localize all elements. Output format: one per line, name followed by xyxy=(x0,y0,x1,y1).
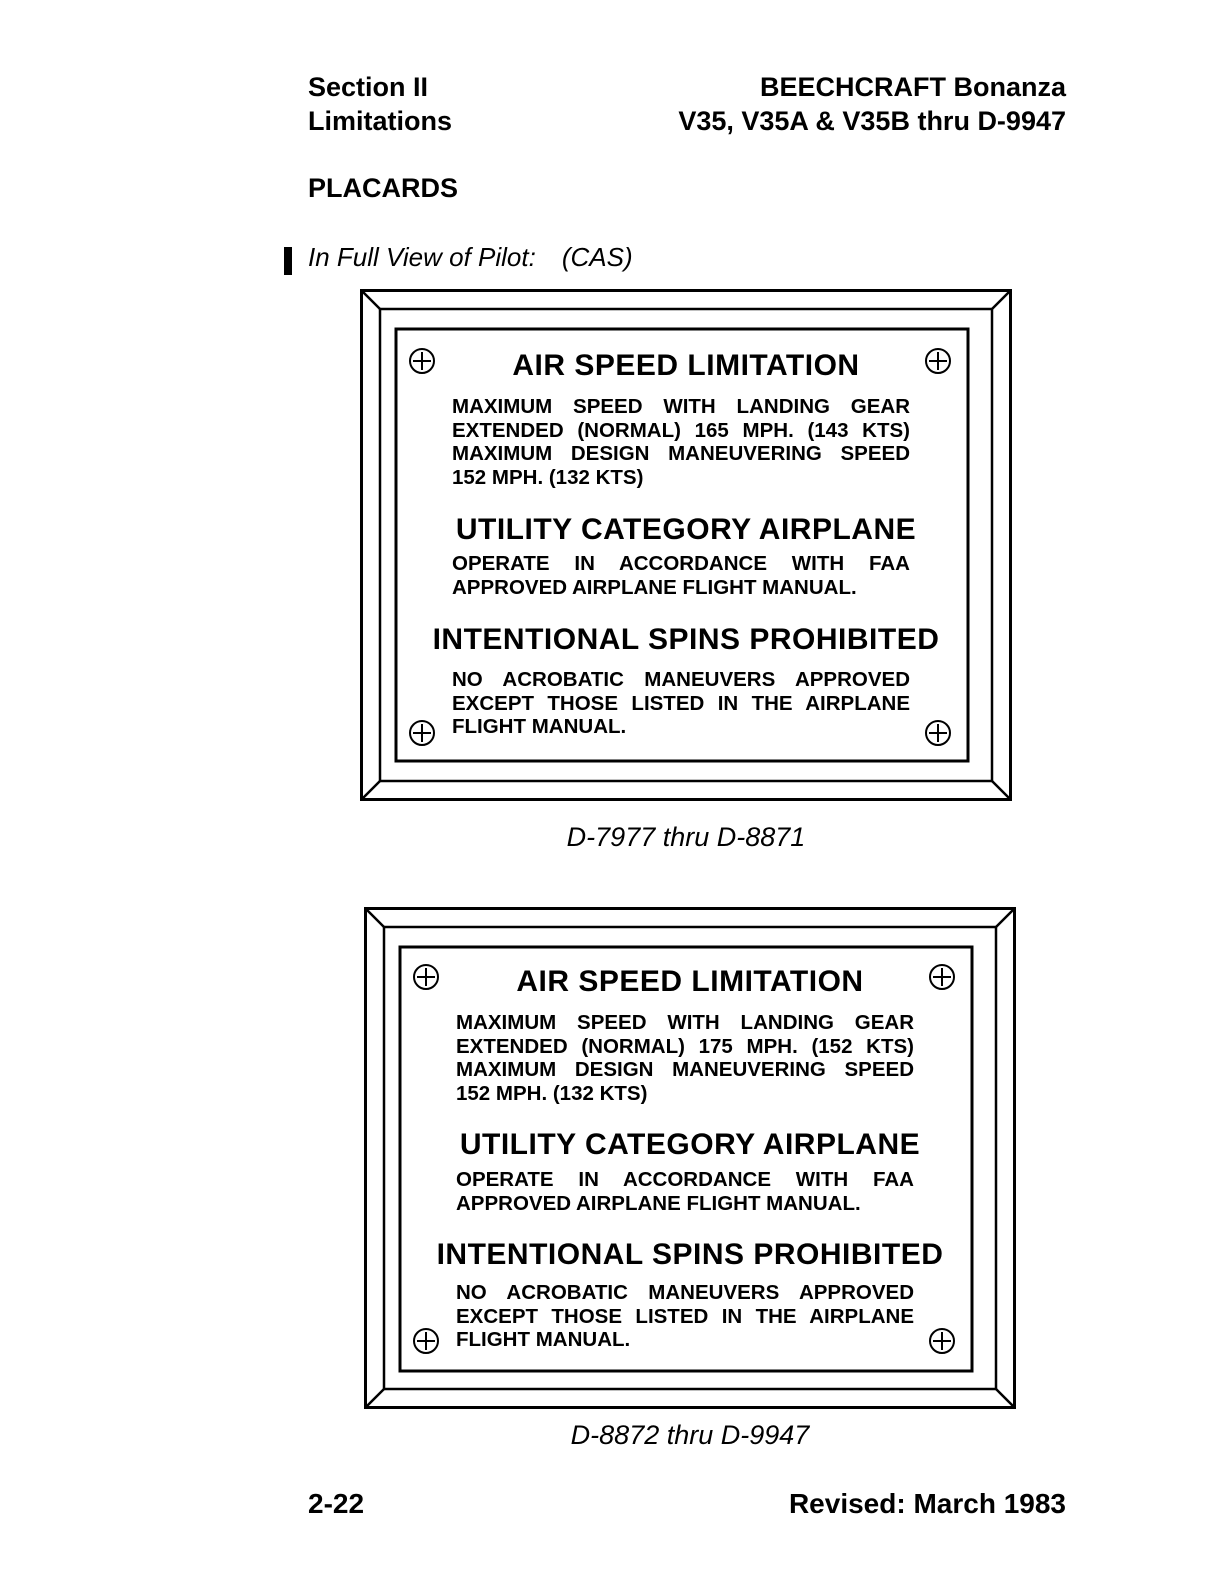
view-label xyxy=(308,242,633,273)
placard-heading-category: UTILITY CATEGORY AIRPLANE xyxy=(459,1128,921,1161)
placard-caption: D-8872 thru D-9947 xyxy=(570,1420,810,1450)
placard-text-spins: NO ACROBATIC MANEUVERS APPROVED EXCEPT THOSE LISTED IN THE AIRPLANE FLIGHT MANUAL. xyxy=(452,668,910,738)
page-number: 2-22 xyxy=(308,1488,365,1519)
placard-text-airspeed: MAXIMUM SPEED WITH LANDING GEAR EXTENDED (NORMAL) 165 MPH. (143 KTS) MAXIMUM DESIGN MANEUVERING SPEED 152 MPH. (132 KTS) xyxy=(452,395,910,489)
aircraft-name: BEECHCRAFT Bonanza xyxy=(759,72,1066,102)
aircraft-models: V35, V35A & V35B thru D-9947 xyxy=(678,106,1066,136)
placard-heading-spins: INTENTIONAL SPINS PROHIBITED xyxy=(436,1238,944,1271)
placard-text-category: OPERATE IN ACCORDANCE WITH FAA APPROVED AIRPLANE FLIGHT MANUAL. xyxy=(456,1168,914,1215)
screw-icon xyxy=(412,1327,440,1355)
placard-caption: D-7977 thru D-8871 xyxy=(566,822,806,852)
view-label-text: In Full View of Pilot: xyxy=(308,242,536,272)
screw-icon xyxy=(928,1327,956,1355)
view-label-suffix: (CAS) xyxy=(561,242,633,272)
placard-1 xyxy=(360,289,1012,801)
screw-icon xyxy=(924,719,952,747)
section-subtitle: Limitations xyxy=(308,106,453,136)
revision-date: Revised: March 1983 xyxy=(788,1488,1066,1519)
placard-heading-category: UTILITY CATEGORY AIRPLANE xyxy=(455,513,917,546)
screw-icon xyxy=(408,719,436,747)
placard-heading-airspeed: AIR SPEED LIMITATION xyxy=(512,349,860,382)
header-right xyxy=(678,70,1066,138)
change-bar xyxy=(284,247,292,275)
section-title: PLACARDS xyxy=(308,173,459,203)
header-left xyxy=(308,70,452,138)
placard-2 xyxy=(364,907,1016,1409)
placard-text-spins: NO ACROBATIC MANEUVERS APPROVED EXCEPT THOSE LISTED IN THE AIRPLANE FLIGHT MANUAL. xyxy=(456,1281,914,1351)
placard-text-airspeed: MAXIMUM SPEED WITH LANDING GEAR EXTENDED (NORMAL) 175 MPH. (152 KTS) MAXIMUM DESIGN MANEUVERING SPEED 152 MPH. (132 KTS) xyxy=(456,1011,914,1105)
placard-heading-airspeed: AIR SPEED LIMITATION xyxy=(516,965,864,998)
section-label: Section II xyxy=(308,72,429,102)
placard-text-category: OPERATE IN ACCORDANCE WITH FAA APPROVED AIRPLANE FLIGHT MANUAL. xyxy=(452,552,910,599)
placard-heading-spins: INTENTIONAL SPINS PROHIBITED xyxy=(432,623,940,656)
